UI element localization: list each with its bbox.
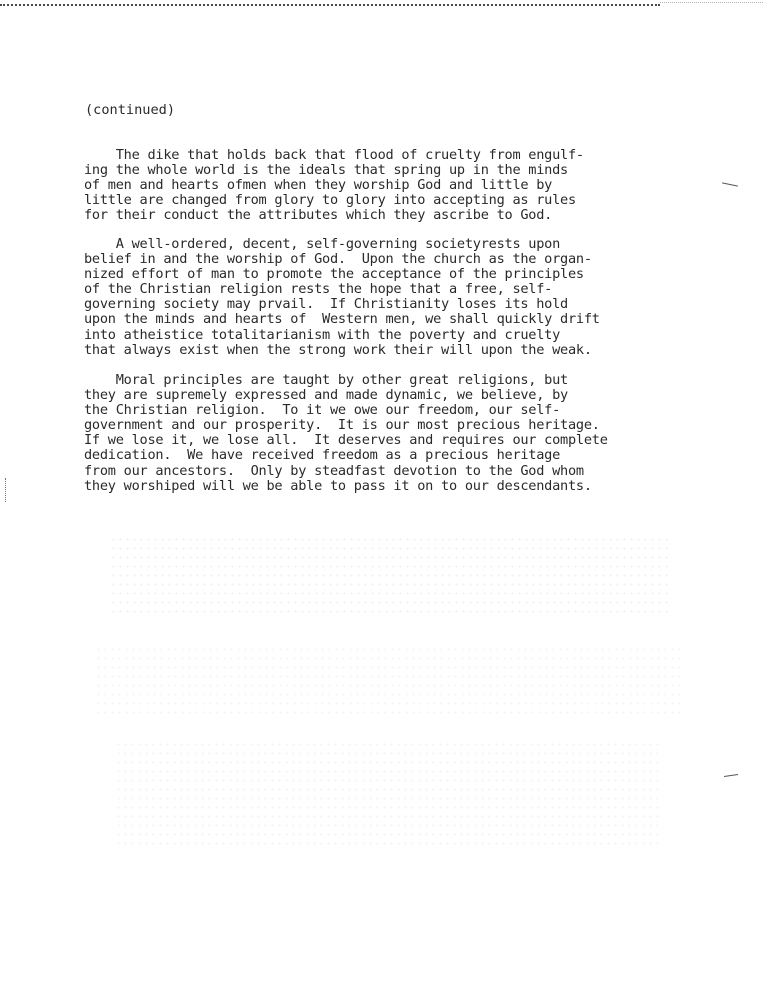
left-edge-mark — [5, 478, 7, 502]
text-line: for their conduct the attributes which they ascribe to God. — [84, 207, 553, 224]
text-line: that always exist when the strong work their will upon the weak. — [84, 341, 592, 358]
margin-mark — [722, 182, 738, 186]
text-line: belief in and the worship of God. Upon the church as the organ- — [84, 251, 592, 268]
text-line: from our ancestors. Only by steadfast devotion to the God whom — [84, 462, 584, 479]
text-line: If we lose it, we lose all. It deserves and requires our complete — [84, 432, 608, 449]
text-line: of the Christian religion rests the hope that a free, self- — [84, 281, 553, 298]
margin-mark — [724, 774, 738, 777]
paragraph-3 — [84, 373, 704, 494]
text-line: Moral principles are taught by other great religions, but — [84, 372, 568, 388]
bleed-through-noise — [115, 740, 660, 850]
text-line: of men and hearts ofmen when they worship God and little by — [84, 177, 553, 194]
text-line: government and our prosperity. It is our most precious heritage. — [84, 417, 600, 434]
text-line: they are supremely expressed and made dynamic, we believe, by — [84, 387, 568, 404]
text-line: into atheistice totalitarianism with the poverty and cruelty — [84, 326, 561, 343]
bleed-through-noise — [95, 645, 685, 715]
text-line: the Christian religion. To it we owe our freedom, our self- — [84, 402, 561, 419]
bleed-through-noise — [110, 535, 670, 615]
paragraph-1 — [84, 148, 704, 223]
text-line: governing society may prvail. If Christianity loses its hold — [84, 296, 568, 313]
text-line: nized effort of man to promote the acceptance of the principles — [84, 266, 584, 283]
top-edge-rule — [0, 4, 660, 6]
continued-heading: (continued) — [85, 102, 176, 118]
text-line: upon the minds and hearts of Western men, we shall quickly drift — [84, 311, 600, 328]
text-line: little are changed from glory to glory into accepting as rules — [84, 192, 576, 209]
top-edge-rule-faint — [660, 2, 763, 3]
text-line: A well-ordered, decent, self-governing societyrests upon — [84, 236, 561, 252]
text-line: dedication. We have received freedom as a precious heritage — [84, 447, 561, 464]
paragraph-2 — [84, 237, 704, 358]
text-line: ing the whole world is the ideals that spring up in the minds — [84, 162, 568, 179]
text-line: The dike that holds back that flood of cruelty from engulf- — [84, 147, 584, 163]
text-line: they worshiped will we be able to pass it on to our descendants. — [84, 477, 592, 494]
